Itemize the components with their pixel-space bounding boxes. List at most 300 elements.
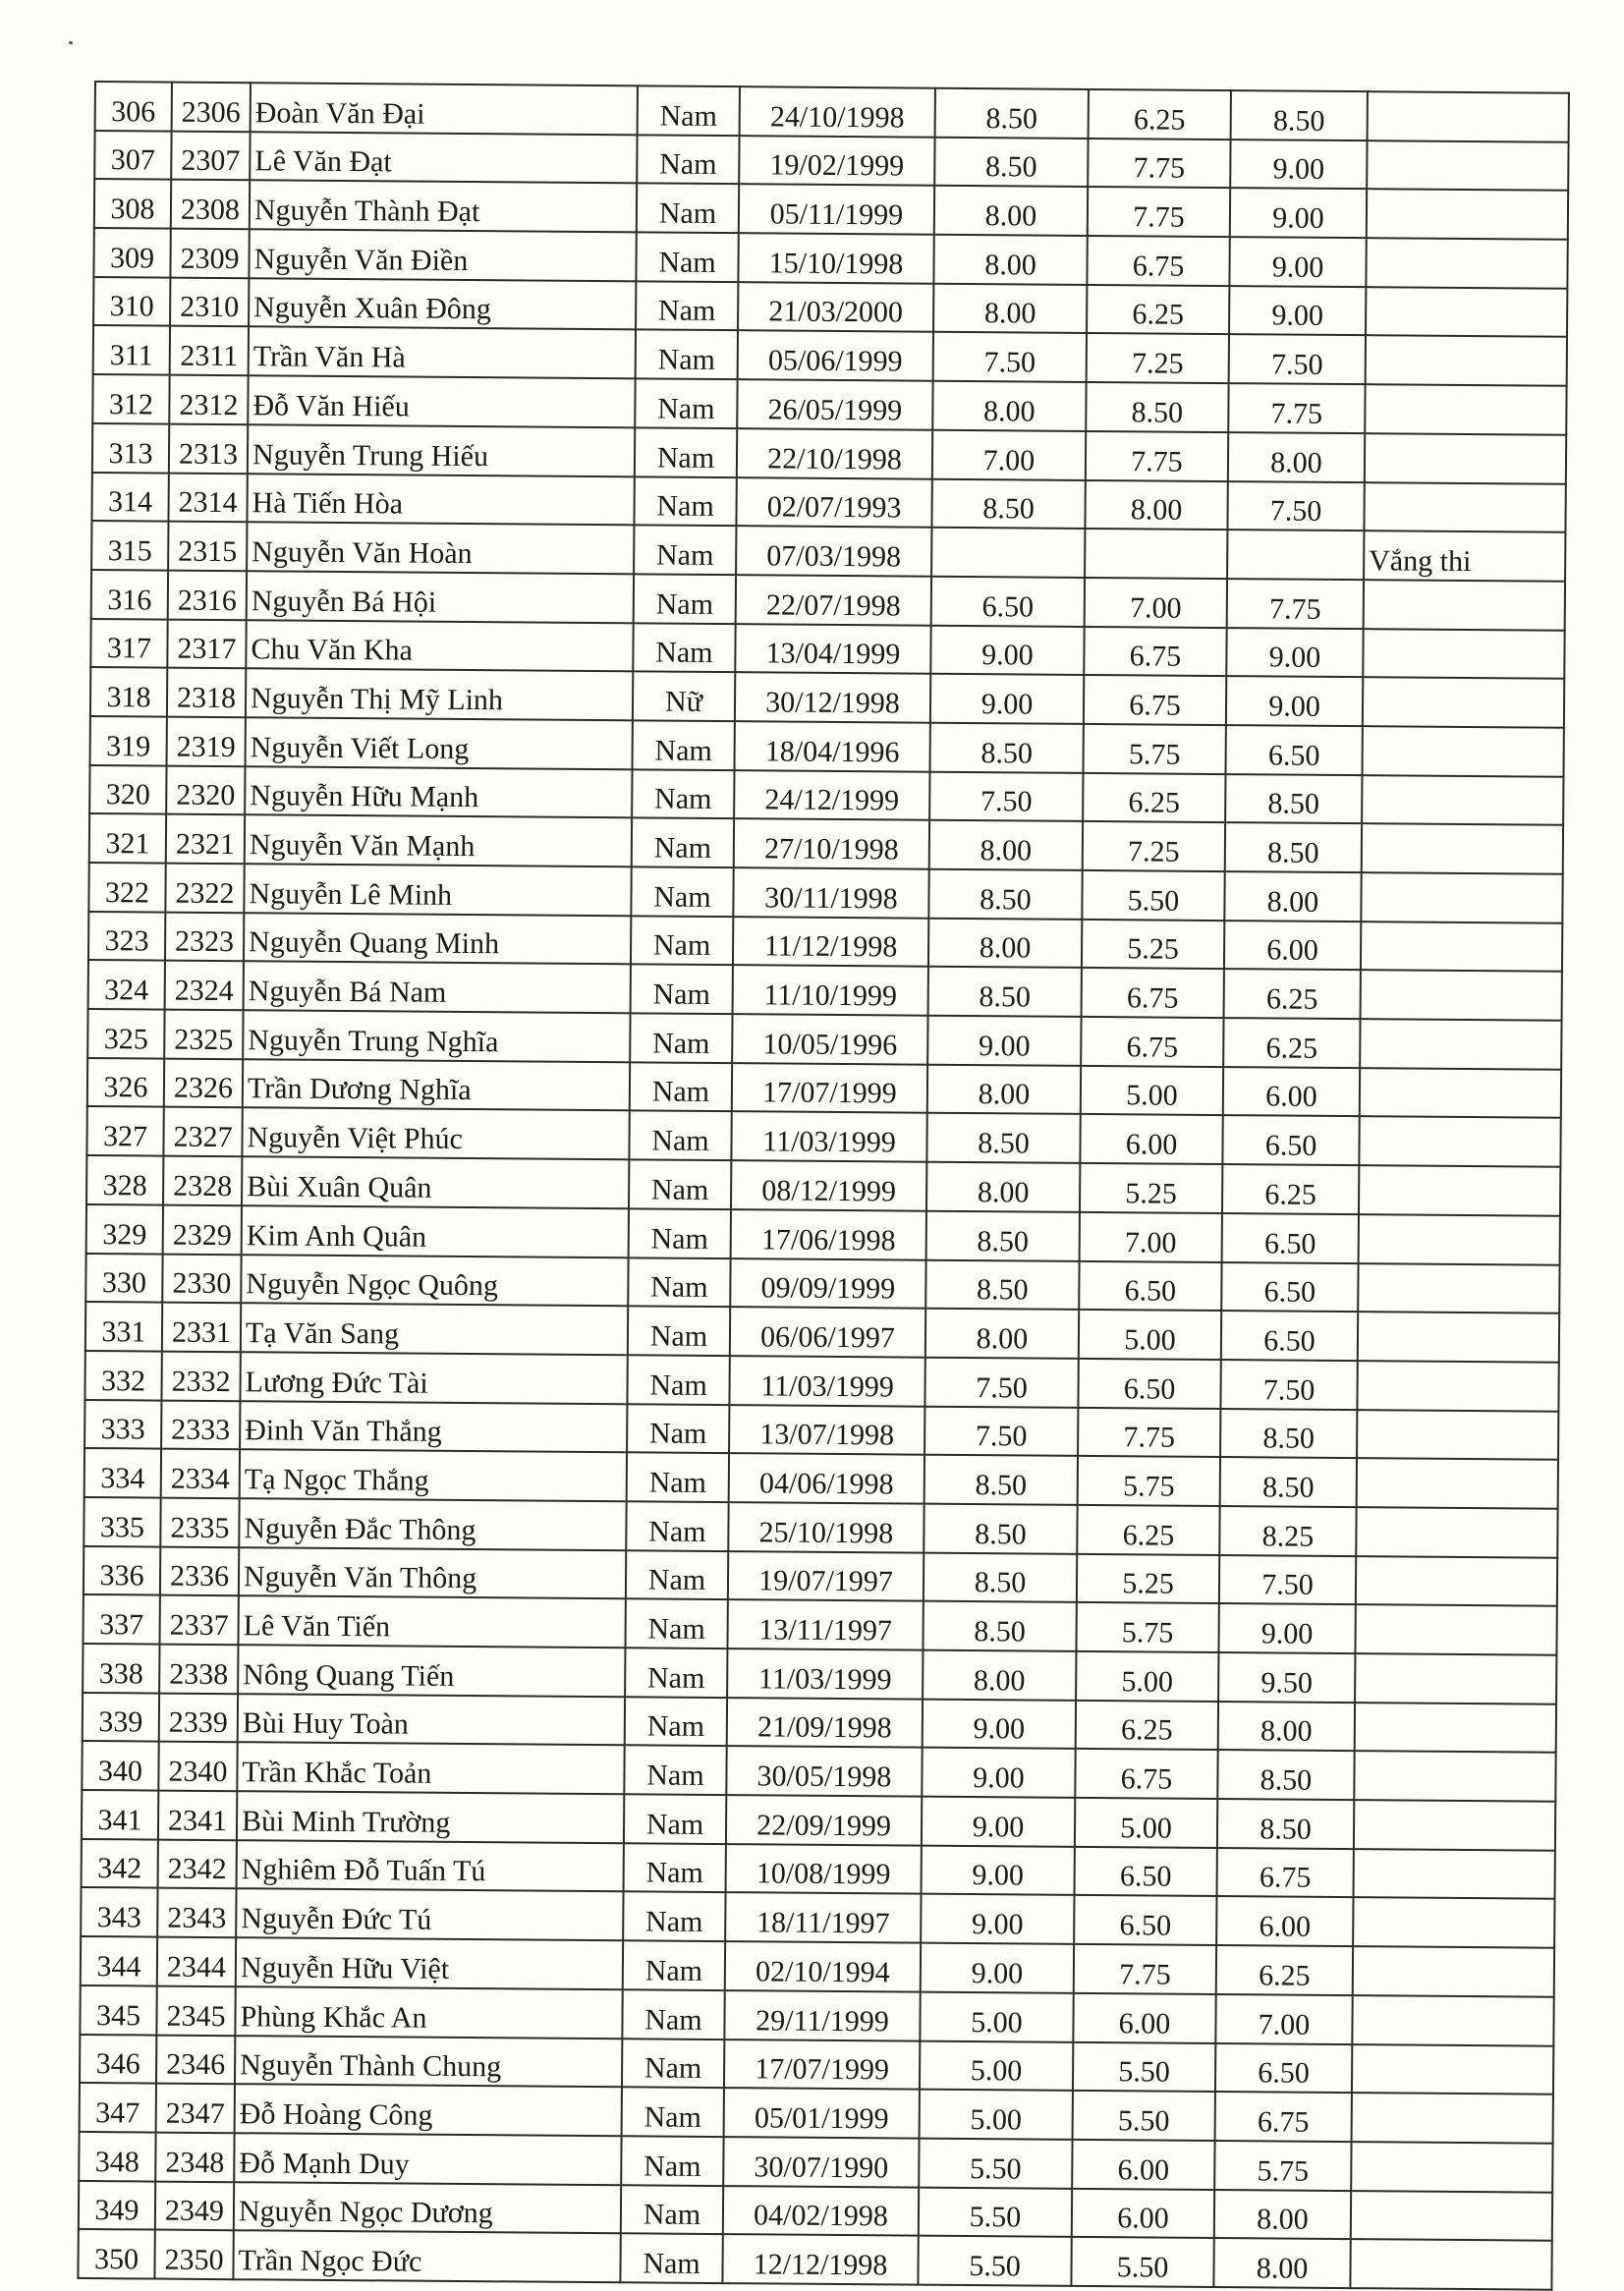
candidate-number-cell: 2323 bbox=[165, 912, 244, 961]
score-2-cell: 5.25 bbox=[1080, 1163, 1222, 1213]
note-cell bbox=[1357, 1458, 1558, 1508]
candidate-name-cell: Nghiêm Đỗ Tuấn Tú bbox=[237, 1840, 624, 1892]
note-cell bbox=[1359, 1165, 1560, 1215]
score-1-cell: 7.00 bbox=[932, 430, 1086, 480]
score-1-cell: 5.00 bbox=[920, 2090, 1073, 2140]
candidate-number-cell: 2309 bbox=[170, 229, 249, 278]
candidate-name-cell: Trần Văn Hà bbox=[249, 327, 636, 379]
score-2-cell: 7.75 bbox=[1088, 187, 1230, 237]
row-number-cell: 320 bbox=[89, 765, 166, 814]
gender-cell: Nam bbox=[625, 1599, 727, 1649]
row-number-cell: 312 bbox=[92, 374, 169, 423]
candidate-name-cell: Chu Văn Kha bbox=[246, 620, 633, 672]
score-3-cell: 6.50 bbox=[1221, 1311, 1358, 1361]
birth-date-cell: 18/11/1997 bbox=[725, 1893, 921, 1943]
score-1-cell: 9.00 bbox=[922, 1748, 1075, 1798]
gender-cell: Nam bbox=[627, 1404, 729, 1454]
score-1-cell: 8.00 bbox=[933, 235, 1087, 285]
candidate-name-cell: Lê Văn Tiến bbox=[238, 1596, 625, 1648]
score-3-cell: 8.25 bbox=[1219, 1506, 1356, 1556]
note-cell bbox=[1356, 1507, 1557, 1557]
row-number-cell: 307 bbox=[94, 131, 171, 180]
candidate-number-cell: 2331 bbox=[162, 1303, 241, 1352]
candidate-name-cell: Đinh Văn Thắng bbox=[240, 1401, 627, 1453]
score-1-cell: 9.00 bbox=[922, 1845, 1075, 1895]
gender-cell: Nam bbox=[633, 623, 735, 673]
note-cell bbox=[1361, 922, 1562, 972]
birth-date-cell: 04/02/1998 bbox=[723, 2186, 919, 2236]
candidate-name-cell: Tạ Văn Sang bbox=[241, 1303, 628, 1355]
note-cell bbox=[1358, 1312, 1559, 1362]
score-3-cell: 6.25 bbox=[1223, 1018, 1360, 1068]
score-1-cell: 8.00 bbox=[926, 1162, 1080, 1212]
score-3-cell: 7.75 bbox=[1228, 383, 1365, 433]
birth-date-cell: 11/03/1999 bbox=[731, 1112, 926, 1162]
candidate-number-cell: 2321 bbox=[166, 814, 245, 864]
candidate-number-cell: 2311 bbox=[170, 326, 249, 375]
birth-date-cell: 05/01/1999 bbox=[724, 2088, 920, 2138]
score-1-cell: 8.50 bbox=[926, 1211, 1080, 1261]
gender-cell: Nam bbox=[625, 1648, 727, 1698]
row-number-cell: 329 bbox=[86, 1204, 163, 1254]
score-2-cell: 6.00 bbox=[1072, 2188, 1214, 2238]
gender-cell: Nam bbox=[627, 1355, 729, 1405]
note-cell bbox=[1368, 91, 1569, 141]
candidate-name-cell: Nguyễn Hữu Việt bbox=[236, 1937, 623, 1989]
candidate-name-cell: Nguyễn Quang Minh bbox=[244, 913, 631, 965]
note-cell bbox=[1355, 1703, 1556, 1753]
gender-cell: Nam bbox=[622, 2039, 724, 2089]
candidate-number-cell: 2333 bbox=[161, 1400, 240, 1449]
candidate-number-cell: 2350 bbox=[154, 2230, 233, 2279]
row-number-cell: 325 bbox=[87, 1009, 164, 1058]
candidate-name-cell: Lê Văn Đạt bbox=[250, 132, 637, 184]
score-2-cell: 6.75 bbox=[1075, 1749, 1217, 1799]
score-3-cell: 6.50 bbox=[1222, 1115, 1359, 1165]
birth-date-cell: 21/09/1998 bbox=[727, 1698, 923, 1748]
row-number-cell: 332 bbox=[84, 1351, 161, 1400]
score-2-cell bbox=[1085, 529, 1227, 579]
score-2-cell: 8.00 bbox=[1085, 479, 1227, 530]
score-2-cell: 5.50 bbox=[1073, 2091, 1215, 2141]
candidate-name-cell: Nguyễn Trung Hiếu bbox=[248, 424, 635, 476]
score-2-cell: 7.25 bbox=[1083, 821, 1225, 871]
score-2-cell: 6.00 bbox=[1072, 2140, 1214, 2190]
candidate-name-cell: Bùi Minh Trường bbox=[237, 1791, 624, 1843]
gender-cell: Nam bbox=[637, 184, 739, 234]
candidate-name-cell: Đỗ Mạnh Duy bbox=[234, 2133, 621, 2185]
candidate-number-cell: 2328 bbox=[163, 1156, 242, 1205]
score-2-cell: 7.25 bbox=[1087, 333, 1229, 383]
gender-cell: Nam bbox=[626, 1550, 728, 1600]
score-2-cell: 7.75 bbox=[1074, 1944, 1216, 1994]
candidate-name-cell: Trần Khắc Toản bbox=[237, 1743, 624, 1795]
birth-date-cell: 17/06/1998 bbox=[731, 1209, 926, 1259]
row-number-cell: 321 bbox=[89, 813, 166, 863]
note-cell bbox=[1362, 775, 1563, 825]
score-2-cell: 6.75 bbox=[1081, 1017, 1223, 1067]
score-1-cell: 8.50 bbox=[924, 1552, 1077, 1602]
row-number-cell: 338 bbox=[83, 1644, 159, 1693]
note-cell bbox=[1357, 1361, 1558, 1411]
birth-date-cell: 19/07/1997 bbox=[728, 1551, 924, 1601]
candidate-number-cell: 2338 bbox=[159, 1645, 238, 1694]
score-2-cell: 6.75 bbox=[1084, 675, 1226, 725]
candidate-number-cell: 2319 bbox=[167, 717, 246, 766]
score-1-cell: 6.50 bbox=[931, 577, 1085, 627]
row-number-cell: 309 bbox=[93, 228, 170, 277]
candidate-number-cell: 2322 bbox=[165, 864, 244, 913]
row-number-cell: 330 bbox=[85, 1253, 162, 1302]
row-number-cell: 327 bbox=[86, 1106, 163, 1155]
note-cell bbox=[1366, 238, 1567, 288]
birth-date-cell: 13/07/1998 bbox=[729, 1405, 924, 1455]
candidate-number-cell: 2342 bbox=[158, 1839, 237, 1888]
score-table bbox=[77, 81, 1570, 2291]
candidate-name-cell: Phùng Khắc An bbox=[235, 1986, 622, 2039]
score-2-cell: 6.75 bbox=[1087, 236, 1229, 286]
note-cell bbox=[1358, 1263, 1559, 1313]
note-cell bbox=[1352, 2044, 1553, 2095]
candidate-name-cell: Trần Ngọc Đức bbox=[233, 2230, 620, 2282]
row-number-cell: 308 bbox=[94, 179, 171, 228]
candidate-number-cell: 2335 bbox=[160, 1498, 239, 1547]
birth-date-cell: 30/12/1998 bbox=[735, 672, 930, 722]
candidate-number-cell: 2308 bbox=[171, 180, 250, 229]
candidate-number-cell: 2324 bbox=[165, 961, 244, 1010]
note-cell bbox=[1353, 1898, 1554, 1948]
gender-cell: Nam bbox=[628, 1306, 730, 1356]
score-1-cell: 8.00 bbox=[934, 186, 1088, 236]
score-3-cell: 9.00 bbox=[1230, 140, 1367, 190]
row-number-cell: 322 bbox=[88, 863, 165, 912]
score-3-cell: 6.00 bbox=[1216, 1896, 1353, 1946]
candidate-name-cell: Nguyễn Ngọc Dương bbox=[234, 2182, 621, 2234]
gender-cell: Nam bbox=[624, 1746, 726, 1796]
row-number-cell: 341 bbox=[82, 1790, 158, 1839]
score-3-cell: 7.50 bbox=[1229, 335, 1366, 385]
score-3-cell: 7.50 bbox=[1227, 481, 1364, 531]
note-cell bbox=[1354, 1849, 1555, 1899]
score-2-cell: 6.50 bbox=[1075, 1847, 1217, 1897]
score-3-cell: 8.00 bbox=[1228, 432, 1365, 482]
candidate-number-cell: 2348 bbox=[155, 2132, 234, 2181]
gender-cell: Nam bbox=[621, 2185, 723, 2235]
birth-date-cell: 22/07/1998 bbox=[736, 575, 931, 625]
score-1-cell: 8.50 bbox=[924, 1455, 1078, 1505]
score-3-cell: 6.50 bbox=[1221, 1262, 1358, 1313]
score-2-cell: 8.50 bbox=[1086, 382, 1228, 432]
row-number-cell: 317 bbox=[90, 619, 167, 668]
gender-cell: Nam bbox=[628, 1257, 730, 1308]
row-number-cell: 318 bbox=[90, 667, 167, 716]
candidate-number-cell: 2346 bbox=[156, 2035, 235, 2084]
note-cell bbox=[1363, 677, 1564, 727]
score-1-cell: 8.00 bbox=[923, 1650, 1076, 1701]
score-1-cell: 9.00 bbox=[927, 1016, 1081, 1066]
candidate-name-cell: Trần Dương Nghĩa bbox=[243, 1059, 630, 1111]
score-2-cell: 6.00 bbox=[1073, 1993, 1215, 2043]
candidate-number-cell: 2347 bbox=[156, 2084, 235, 2133]
score-3-cell: 6.50 bbox=[1222, 1213, 1359, 1263]
score-1-cell: 9.00 bbox=[930, 625, 1084, 675]
score-3-cell: 8.00 bbox=[1214, 2190, 1351, 2240]
candidate-number-cell: 2330 bbox=[162, 1254, 241, 1303]
birth-date-cell: 17/07/1999 bbox=[732, 1063, 927, 1113]
note-cell bbox=[1351, 2142, 1552, 2192]
gender-cell: Nam bbox=[629, 1111, 731, 1161]
birth-date-cell: 07/03/1998 bbox=[736, 526, 931, 576]
score-1-cell: 8.50 bbox=[930, 723, 1084, 773]
candidate-number-cell: 2345 bbox=[156, 1985, 235, 2035]
candidate-number-cell: 2317 bbox=[167, 619, 246, 668]
row-number-cell: 310 bbox=[93, 277, 170, 326]
candidate-name-cell: Nguyễn Đức Tú bbox=[236, 1889, 623, 1941]
candidate-name-cell: Nguyễn Văn Hoàn bbox=[247, 522, 634, 574]
score-3-cell: 6.00 bbox=[1223, 1067, 1360, 1117]
candidate-number-cell: 2307 bbox=[171, 131, 250, 180]
candidate-number-cell: 2332 bbox=[161, 1351, 240, 1400]
birth-date-cell: 22/09/1999 bbox=[726, 1795, 922, 1845]
score-1-cell: 5.50 bbox=[918, 2236, 1071, 2286]
gender-cell: Nam bbox=[634, 574, 736, 624]
score-2-cell: 6.25 bbox=[1089, 89, 1231, 140]
row-number-cell: 348 bbox=[79, 2132, 155, 2181]
score-3-cell: 7.50 bbox=[1219, 1555, 1356, 1605]
row-number-cell: 349 bbox=[79, 2181, 155, 2230]
score-3-cell: 6.75 bbox=[1217, 1848, 1354, 1898]
birth-date-cell: 10/05/1996 bbox=[732, 1014, 927, 1064]
birth-date-cell: 09/09/1999 bbox=[730, 1258, 925, 1309]
note-cell bbox=[1367, 190, 1568, 240]
score-3-cell: 8.00 bbox=[1218, 1702, 1355, 1752]
score-3-cell: 7.00 bbox=[1215, 1994, 1352, 2044]
candidate-name-cell: Đoàn Văn Đại bbox=[251, 83, 638, 135]
score-1-cell: 5.50 bbox=[919, 2187, 1072, 2237]
birth-date-cell: 24/10/1998 bbox=[740, 86, 935, 137]
gender-cell: Nam bbox=[622, 2087, 724, 2137]
note-cell bbox=[1352, 1995, 1553, 2045]
note-cell bbox=[1356, 1556, 1557, 1606]
row-number-cell: 345 bbox=[80, 1985, 156, 2035]
row-number-cell: 331 bbox=[85, 1302, 162, 1351]
gender-cell: Nam bbox=[630, 1013, 732, 1063]
candidate-name-cell: Bùi Xuân Quân bbox=[242, 1156, 629, 1208]
score-1-cell: 8.50 bbox=[934, 137, 1088, 187]
score-3-cell: 6.75 bbox=[1215, 2092, 1352, 2142]
gender-cell: Nam bbox=[632, 769, 734, 819]
row-number-cell: 337 bbox=[84, 1594, 160, 1644]
score-1-cell: 8.50 bbox=[931, 478, 1085, 529]
score-3-cell: 9.00 bbox=[1229, 237, 1366, 287]
row-number-cell: 343 bbox=[81, 1887, 157, 1936]
score-2-cell: 5.00 bbox=[1081, 1066, 1223, 1116]
candidate-number-cell: 2318 bbox=[167, 668, 246, 717]
candidate-name-cell: Kim Anh Quân bbox=[242, 1205, 629, 1257]
gender-cell: Nam bbox=[623, 1892, 725, 1942]
score-3-cell: 7.75 bbox=[1227, 579, 1364, 629]
gender-cell: Nam bbox=[625, 1697, 727, 1747]
note-cell bbox=[1366, 287, 1567, 337]
candidate-number-cell: 2343 bbox=[157, 1888, 236, 1937]
note-cell bbox=[1364, 482, 1565, 532]
birth-date-cell: 13/04/1999 bbox=[735, 624, 930, 674]
gender-cell: Nam bbox=[636, 281, 738, 331]
gender-cell: Nam bbox=[636, 330, 738, 380]
candidate-name-cell: Nguyễn Văn Mạnh bbox=[245, 815, 632, 867]
score-3-cell: 9.00 bbox=[1226, 676, 1363, 726]
row-number-cell: 344 bbox=[81, 1936, 157, 1985]
candidate-name-cell: Nguyễn Thành Chung bbox=[235, 2036, 622, 2088]
candidate-number-cell: 2316 bbox=[168, 570, 247, 619]
row-number-cell: 334 bbox=[84, 1448, 161, 1497]
note-cell bbox=[1357, 1410, 1558, 1460]
score-2-cell: 6.00 bbox=[1080, 1114, 1222, 1164]
candidate-number-cell: 2313 bbox=[169, 423, 248, 473]
gender-cell: Nam bbox=[635, 427, 737, 477]
birth-date-cell: 30/11/1998 bbox=[733, 867, 928, 918]
note-cell bbox=[1360, 1019, 1561, 1069]
note-cell bbox=[1366, 336, 1567, 386]
note-cell bbox=[1365, 384, 1566, 434]
score-1-cell: 8.50 bbox=[928, 967, 1082, 1017]
gender-cell: Nam bbox=[620, 2234, 722, 2284]
candidate-name-cell: Hà Tiến Hòa bbox=[247, 474, 634, 526]
score-1-cell: 5.00 bbox=[920, 2040, 1073, 2091]
birth-date-cell: 25/10/1998 bbox=[728, 1502, 924, 1552]
score-1-cell: 8.00 bbox=[928, 918, 1082, 968]
score-3-cell: 8.50 bbox=[1225, 822, 1362, 872]
candidate-name-cell: Nguyễn Lê Minh bbox=[244, 864, 631, 916]
score-2-cell: 5.50 bbox=[1073, 2041, 1215, 2092]
score-3-cell: 8.50 bbox=[1225, 774, 1362, 824]
score-3-cell: 8.00 bbox=[1213, 2238, 1350, 2288]
candidate-name-cell: Nông Quang Tiến bbox=[238, 1645, 625, 1697]
row-number-cell: 326 bbox=[87, 1058, 164, 1107]
gender-cell: Nam bbox=[638, 85, 740, 136]
birth-date-cell: 15/10/1998 bbox=[738, 233, 933, 283]
note-cell bbox=[1360, 1068, 1561, 1118]
table-row bbox=[78, 2229, 1551, 2289]
note-cell bbox=[1352, 2093, 1553, 2143]
score-3-cell: 8.50 bbox=[1231, 90, 1368, 140]
row-number-cell: 328 bbox=[86, 1155, 163, 1204]
candidate-name-cell: Nguyễn Văn Thông bbox=[239, 1547, 626, 1599]
score-1-cell: 8.50 bbox=[928, 869, 1082, 920]
score-1-cell: 8.50 bbox=[935, 88, 1089, 139]
score-1-cell bbox=[931, 528, 1085, 578]
candidate-name-cell: Đỗ Hoàng Công bbox=[235, 2084, 622, 2136]
score-3-cell: 9.50 bbox=[1218, 1652, 1355, 1703]
candidate-number-cell: 2310 bbox=[170, 277, 249, 326]
candidate-name-cell: Nguyễn Đắc Thông bbox=[239, 1498, 626, 1550]
note-cell bbox=[1364, 580, 1565, 630]
row-number-cell: 347 bbox=[80, 2083, 156, 2132]
row-number-cell: 316 bbox=[91, 570, 168, 619]
score-3-cell: 6.25 bbox=[1224, 969, 1361, 1019]
candidate-name-cell: Nguyễn Xuân Đông bbox=[249, 278, 636, 330]
score-2-cell: 5.00 bbox=[1079, 1310, 1221, 1360]
gender-cell: Nam bbox=[632, 818, 734, 868]
score-3-cell: 8.00 bbox=[1224, 871, 1361, 922]
score-1-cell: 7.50 bbox=[924, 1406, 1078, 1456]
candidate-name-cell: Lương Đức Tài bbox=[240, 1352, 627, 1404]
gender-cell: Nam bbox=[624, 1794, 726, 1844]
score-1-cell: 9.00 bbox=[922, 1797, 1075, 1847]
birth-date-cell: 17/07/1999 bbox=[724, 2040, 920, 2090]
gender-cell: Nam bbox=[630, 1062, 732, 1112]
score-1-cell: 8.00 bbox=[927, 1064, 1081, 1114]
note-cell bbox=[1354, 1800, 1555, 1850]
gender-cell: Nam bbox=[622, 1989, 724, 2040]
row-number-cell: 311 bbox=[93, 325, 170, 374]
note-cell bbox=[1361, 872, 1562, 922]
birth-date-cell: 05/06/1999 bbox=[738, 331, 933, 381]
note-cell bbox=[1359, 1214, 1560, 1264]
score-2-cell: 6.50 bbox=[1079, 1260, 1221, 1311]
score-2-cell: 5.75 bbox=[1078, 1456, 1220, 1506]
score-2-cell: 6.50 bbox=[1078, 1359, 1220, 1409]
note-cell bbox=[1361, 971, 1562, 1021]
candidate-number-cell: 2315 bbox=[168, 522, 247, 571]
candidate-name-cell: Tạ Ngọc Thắng bbox=[240, 1449, 627, 1501]
row-number-cell: 335 bbox=[84, 1497, 160, 1546]
candidate-number-cell: 2325 bbox=[164, 1010, 243, 1059]
score-1-cell: 8.00 bbox=[929, 820, 1083, 870]
candidate-name-cell: Nguyễn Bá Nam bbox=[244, 962, 631, 1014]
candidate-name-cell: Nguyễn Bá Hội bbox=[247, 571, 634, 623]
gender-cell: Nam bbox=[633, 720, 735, 770]
gender-cell: Nam bbox=[629, 1208, 731, 1258]
row-number-cell: 323 bbox=[88, 912, 165, 961]
candidate-number-cell: 2327 bbox=[163, 1107, 242, 1156]
birth-date-cell: 19/02/1999 bbox=[739, 136, 934, 186]
score-3-cell: 8.50 bbox=[1217, 1750, 1354, 1800]
row-number-cell: 346 bbox=[80, 2034, 156, 2083]
score-2-cell: 7.00 bbox=[1085, 578, 1227, 628]
score-3-cell: 9.00 bbox=[1229, 286, 1366, 336]
score-3-cell: 7.50 bbox=[1220, 1360, 1357, 1410]
gender-cell: Nam bbox=[636, 232, 738, 282]
score-2-cell: 5.75 bbox=[1083, 724, 1225, 774]
gender-cell: Nam bbox=[626, 1501, 728, 1551]
candidate-number-cell: 2337 bbox=[160, 1595, 239, 1645]
score-2-cell: 7.75 bbox=[1088, 139, 1230, 189]
gender-cell: Nam bbox=[631, 866, 733, 917]
birth-date-cell: 02/07/1993 bbox=[736, 477, 931, 528]
score-1-cell: 8.50 bbox=[925, 1259, 1079, 1310]
gender-cell: Nam bbox=[637, 135, 739, 185]
score-1-cell: 8.00 bbox=[932, 381, 1086, 431]
score-2-cell: 6.75 bbox=[1082, 968, 1224, 1018]
row-number-cell: 336 bbox=[84, 1546, 160, 1595]
note-cell bbox=[1362, 823, 1563, 873]
row-number-cell: 314 bbox=[91, 472, 168, 521]
candidate-name-cell: Nguyễn Việt Phúc bbox=[242, 1108, 629, 1160]
birth-date-cell: 13/11/1997 bbox=[727, 1599, 923, 1649]
candidate-number-cell: 2326 bbox=[164, 1058, 243, 1107]
scan-speck bbox=[69, 41, 73, 44]
score-2-cell: 6.25 bbox=[1083, 773, 1225, 823]
birth-date-cell: 21/03/2000 bbox=[738, 282, 933, 332]
score-3-cell: 6.25 bbox=[1216, 1945, 1353, 1995]
candidate-number-cell: 2329 bbox=[163, 1204, 242, 1254]
note-cell bbox=[1363, 629, 1564, 679]
note-cell bbox=[1354, 1752, 1555, 1802]
row-number-cell: 342 bbox=[82, 1839, 158, 1888]
birth-date-cell: 08/12/1999 bbox=[731, 1160, 926, 1210]
note-cell bbox=[1359, 1117, 1560, 1167]
